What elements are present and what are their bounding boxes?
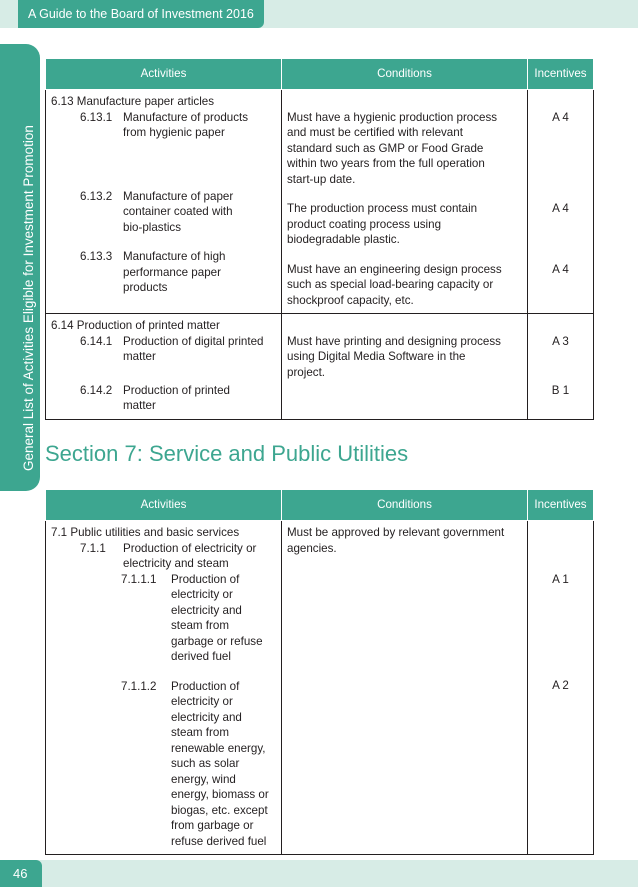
activity-line: electricity and bbox=[171, 710, 242, 724]
incentive-value: A 1 bbox=[552, 572, 569, 586]
activity-line: Manufacture of products bbox=[123, 110, 249, 124]
activity-line: steam from bbox=[171, 619, 229, 632]
activity-line: matter bbox=[123, 350, 156, 363]
list-item bbox=[51, 541, 276, 572]
activities-table-7 bbox=[45, 489, 594, 855]
group-heading: 6.13 Manufacture paper articles bbox=[51, 95, 215, 108]
condition-line: Must be approved by relevant government bbox=[287, 526, 505, 539]
incentive-value: A 4 bbox=[552, 262, 569, 276]
activity-line: refuse derived fuel bbox=[171, 834, 267, 848]
condition-line: product coating process using bbox=[287, 217, 442, 231]
condition-line: within two years from the full operation bbox=[287, 157, 485, 170]
condition-line: using Digital Media Software in the bbox=[287, 350, 466, 363]
activity-line: Production of printed bbox=[123, 383, 230, 397]
activity-line: such as solar bbox=[171, 757, 240, 770]
incentive-value: A 3 bbox=[552, 334, 569, 348]
activity-line: Production of bbox=[171, 679, 240, 693]
activity-line: energy, biomass or bbox=[171, 788, 269, 801]
list-item bbox=[51, 110, 276, 141]
condition-line: such as special load-bearing capacity or bbox=[287, 278, 494, 291]
activity-line: derived fuel bbox=[171, 650, 231, 663]
incentives-cell bbox=[528, 521, 594, 855]
column-header-conditions: Conditions bbox=[282, 490, 528, 521]
incentives-cell bbox=[528, 90, 594, 314]
activity-line: Production of bbox=[171, 572, 240, 586]
group-heading: 7.1 Public utilities and basic services bbox=[51, 526, 240, 539]
item-number: 6.13.2 bbox=[80, 189, 113, 203]
activity-line: Manufacture of high bbox=[123, 250, 226, 263]
incentives-cell bbox=[528, 314, 594, 420]
incentive-value: B 1 bbox=[551, 383, 570, 397]
activity-line: Manufacture of paper bbox=[123, 189, 234, 203]
activity-line: performance paper bbox=[123, 265, 221, 279]
list-item bbox=[51, 189, 276, 236]
section-title: Section 7: Service and Public Utilities bbox=[45, 441, 409, 466]
table-row bbox=[46, 521, 594, 855]
activities-cell bbox=[46, 314, 282, 420]
condition-line: and must be certified with relevant bbox=[287, 126, 463, 139]
group-heading: 6.14 Production of printed matter bbox=[51, 319, 220, 332]
item-number: 7.1.1 bbox=[80, 541, 106, 555]
column-header-conditions: Conditions bbox=[282, 59, 528, 90]
column-header-incentives: Incentives bbox=[528, 490, 594, 521]
activity-line: energy, wind bbox=[171, 772, 236, 786]
conditions-cell bbox=[282, 90, 528, 314]
condition-line: Must have a hygienic production process bbox=[287, 110, 498, 124]
condition-line: shockproof capacity, etc. bbox=[287, 293, 414, 307]
activity-line: biogas, etc. except bbox=[171, 803, 268, 817]
activity-line: from garbage or bbox=[171, 819, 254, 832]
incentive-value: A 4 bbox=[552, 202, 569, 215]
condition-line: Must have printing and designing process bbox=[287, 334, 501, 348]
list-item bbox=[51, 249, 276, 296]
item-number: 6.13.3 bbox=[80, 250, 113, 263]
activity-line: electricity and steam bbox=[123, 557, 229, 570]
table-header-row bbox=[46, 490, 594, 521]
activity-line: steam from bbox=[171, 726, 229, 739]
sidebar-label: General List of Activities Eligible for Investment Promotion bbox=[21, 125, 36, 471]
header-title: A Guide to the Board of Investment 2016 bbox=[28, 7, 254, 21]
item-number: 7.1.1.2 bbox=[121, 679, 157, 693]
activity-line: electricity or bbox=[171, 588, 233, 601]
column-header-activities: Activities bbox=[46, 59, 282, 90]
item-number: 6.14.2 bbox=[80, 383, 113, 397]
list-item bbox=[51, 383, 276, 414]
activities-cell bbox=[46, 521, 282, 855]
activities-table-6 bbox=[45, 58, 594, 420]
activity-line: electricity and bbox=[171, 603, 242, 617]
activity-line: garbage or refuse bbox=[171, 634, 263, 648]
incentive-value: A 2 bbox=[552, 679, 569, 692]
condition-line: The production process must contain bbox=[287, 202, 478, 215]
condition-line: biodegradable plastic. bbox=[287, 233, 400, 246]
list-item bbox=[51, 334, 276, 365]
column-header-incentives: Incentives bbox=[528, 59, 594, 90]
activities-cell bbox=[46, 90, 282, 314]
footer-bar bbox=[0, 860, 638, 887]
activity-line: from hygienic paper bbox=[123, 126, 225, 139]
conditions-cell bbox=[282, 314, 528, 420]
table-header-row bbox=[46, 59, 594, 90]
condition-line: Must have an engineering design process bbox=[287, 262, 502, 276]
item-number: 6.14.1 bbox=[80, 334, 113, 348]
conditions-cell bbox=[282, 521, 528, 855]
list-item bbox=[51, 679, 276, 850]
activity-line: bio-plastics bbox=[123, 220, 181, 234]
list-item bbox=[51, 572, 276, 665]
activity-line: products bbox=[123, 281, 168, 294]
table-row bbox=[46, 90, 594, 314]
activity-line: electricity or bbox=[171, 695, 233, 708]
page-number: 46 bbox=[13, 866, 28, 881]
activity-line: container coated with bbox=[123, 205, 233, 218]
condition-line: start-up date. bbox=[287, 172, 356, 186]
condition-line: project. bbox=[287, 365, 326, 379]
item-number: 7.1.1.1 bbox=[121, 572, 157, 586]
condition-line: agencies. bbox=[287, 541, 337, 555]
activity-line: Production of electricity or bbox=[123, 541, 257, 555]
activity-line: renewable energy, bbox=[171, 741, 266, 755]
item-number: 6.13.1 bbox=[80, 110, 113, 124]
incentive-value: A 4 bbox=[552, 110, 569, 124]
activity-line: matter bbox=[123, 399, 156, 412]
column-header-activities: Activities bbox=[46, 490, 282, 521]
table-row bbox=[46, 314, 594, 420]
activity-line: Production of digital printed bbox=[123, 334, 264, 348]
condition-line: standard such as GMP or Food Grade bbox=[287, 141, 484, 155]
